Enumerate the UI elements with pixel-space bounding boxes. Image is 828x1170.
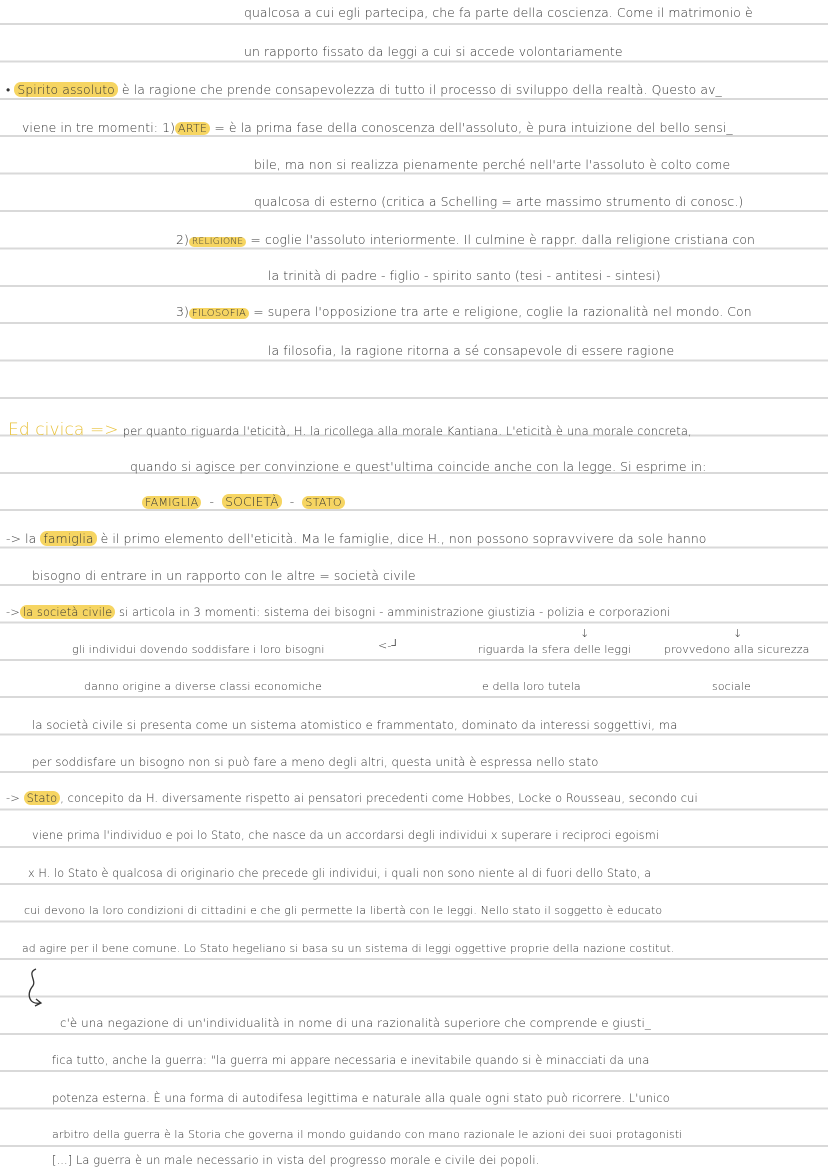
- text-line: [6, 82, 722, 98]
- text-line: bile, ma non si realizza pienamente perché nell'arte l'assoluto è colto come: [254, 157, 731, 172]
- text-line: [8, 422, 692, 439]
- text-line: bisogno di entrare in un rapporto con le altre = società civile: [32, 568, 416, 583]
- text-line: ad agire per il bene comune. Lo Stato hegeliano si basa su un sistema di leggi oggettive proprie della nazione costitut.: [22, 942, 675, 955]
- text-line: viene prima l'individuo e poi lo Stato, che nasce da un accordarsi degli individui x superare i reciproci egoismi: [32, 829, 659, 842]
- text: la: [25, 531, 37, 546]
- arrow-right-icon: ->: [6, 531, 22, 546]
- text: 3): [176, 304, 189, 319]
- text-line: qualcosa a cui egli partecipa, che fa parte della coscienza. Come il matrimonio è: [244, 5, 753, 20]
- text-line: la filosofia, la ragione ritorna a sé consapevole di essere ragione: [268, 343, 675, 358]
- text-line: per soddisfare un bisogno non si può fare a meno degli altri, questa unità è espressa nello stato: [32, 755, 599, 769]
- text-line: un rapporto fissato da leggi a cui si accede volontariamente: [244, 44, 623, 59]
- arrow-left-icon: <-┘: [378, 639, 400, 652]
- bullet-icon: •: [6, 83, 11, 97]
- text-line: [22, 120, 733, 137]
- text: è la ragione che prende consapevolezza di tutto il processo di sviluppo della realtà. Questo av_: [121, 82, 722, 97]
- text: , concepito da H. diversamente rispetto ai pensatori precedenti come Hobbes, Locke o Rousseau, secondo cui: [60, 791, 698, 805]
- text: = supera l'opposizione tra arte e religione, coglie la razionalità nel mondo. Con: [253, 304, 752, 319]
- highlight-term: ARTE: [175, 122, 210, 135]
- text-line: provvedono alla sicurezza: [664, 643, 810, 656]
- text-line: potenza esterna. È una forma di autodifesa legittima e naturale alla quale ogni stato può ricorrere. L'unico: [52, 1091, 670, 1105]
- text-line: [6, 531, 706, 547]
- text: si articola in 3 momenti: sistema dei bisogni - amministrazione giustizia - polizia e corporazioni: [118, 605, 671, 619]
- text-line: [176, 304, 752, 322]
- text-line: danno origine a diverse classi economiche: [84, 680, 322, 693]
- section-heading: Ed civica =>: [8, 420, 119, 440]
- text-line: [...] La guerra è un male necessario in vista del progresso morale e civile dei popoli.: [52, 1153, 540, 1167]
- highlight-term: FAMIGLIA: [142, 496, 201, 509]
- highlight-term: FILOSOFIA: [189, 308, 249, 319]
- arrow-down-icon: ↓: [580, 627, 590, 640]
- text: = coglie l'assoluto interiormente. Il culmine è rappr. dalla religione cristiana con: [250, 232, 755, 247]
- arrow-right-icon: ->: [6, 791, 20, 805]
- text-line: [6, 604, 670, 620]
- highlight-term: Spirito assoluto: [14, 82, 118, 97]
- separator: -: [289, 494, 295, 509]
- text-line: x H. lo Stato è qualcosa di originario che precede gli individui, i quali non sono niente al di fuori dello Stato, a: [28, 867, 652, 880]
- highlight-term: STATO: [302, 496, 344, 509]
- text-line: arbitro della guerra è la Storia che governa il mondo guidando con mano razionale le azioni dei suoi protagonisti: [52, 1128, 683, 1141]
- text-line: riguarda la sfera delle leggi: [478, 643, 631, 656]
- text-line: gli individui dovendo soddisfare i loro bisogni: [72, 643, 325, 656]
- highlight-term: RELIGIONE: [189, 237, 246, 247]
- text-line: fica tutto, anche la guerra: "la guerra mi appare necessaria e inevitabile quando si è minacciati da una: [52, 1053, 650, 1067]
- text: è il primo elemento dell'eticità. Ma le famiglie, dice H., non possono sopravvivere da sole hanno: [100, 531, 707, 546]
- text: 2): [176, 232, 189, 247]
- text-line: c'è una negazione di un'individualità in nome di una razionalità superiore che comprende e giusti_: [60, 1016, 651, 1030]
- text-line: [142, 494, 345, 511]
- text-line: qualcosa di esterno (critica a Schelling = arte massimo strumento di conosc.): [254, 194, 744, 209]
- separator: -: [209, 494, 215, 509]
- text-line: e della loro tutela: [482, 680, 581, 693]
- text: per quanto riguarda l'eticità, H. la ricollega alla morale Kantiana. L'eticità è una morale concreta,: [122, 424, 692, 438]
- text: viene in tre momenti: 1): [22, 120, 176, 135]
- text-line: [176, 232, 755, 250]
- text-line: [6, 790, 698, 806]
- arrow-down-icon: ↓: [733, 627, 743, 640]
- curved-arrow-icon: [24, 965, 64, 1015]
- text-line: la società civile si presenta come un sistema atomistico e frammentato, dominato da interessi soggettivi, ma: [32, 718, 678, 732]
- text: = è la prima fase della conoscenza dell'assoluto, è pura intuizione del bello sensi_: [214, 120, 733, 135]
- text-line: sociale: [712, 680, 751, 693]
- text-line: quando si agisce per convinzione e quest'ultima coincide anche con la legge. Si esprime in:: [130, 459, 707, 474]
- text-line: la trinità di padre - figlio - spirito santo (tesi - antitesi - sintesi): [268, 268, 661, 283]
- highlight-term: Stato: [24, 791, 61, 805]
- text-line: cui devono la loro condizioni di cittadini e che gli permette la libertà con le leggi. Nello stato il soggetto è educato: [24, 904, 663, 917]
- highlight-term: SOCIETÀ: [222, 494, 282, 509]
- highlight-term: famiglia: [40, 531, 96, 546]
- highlight-term: la società civile: [20, 605, 115, 619]
- arrow-right-icon: ->: [6, 605, 20, 619]
